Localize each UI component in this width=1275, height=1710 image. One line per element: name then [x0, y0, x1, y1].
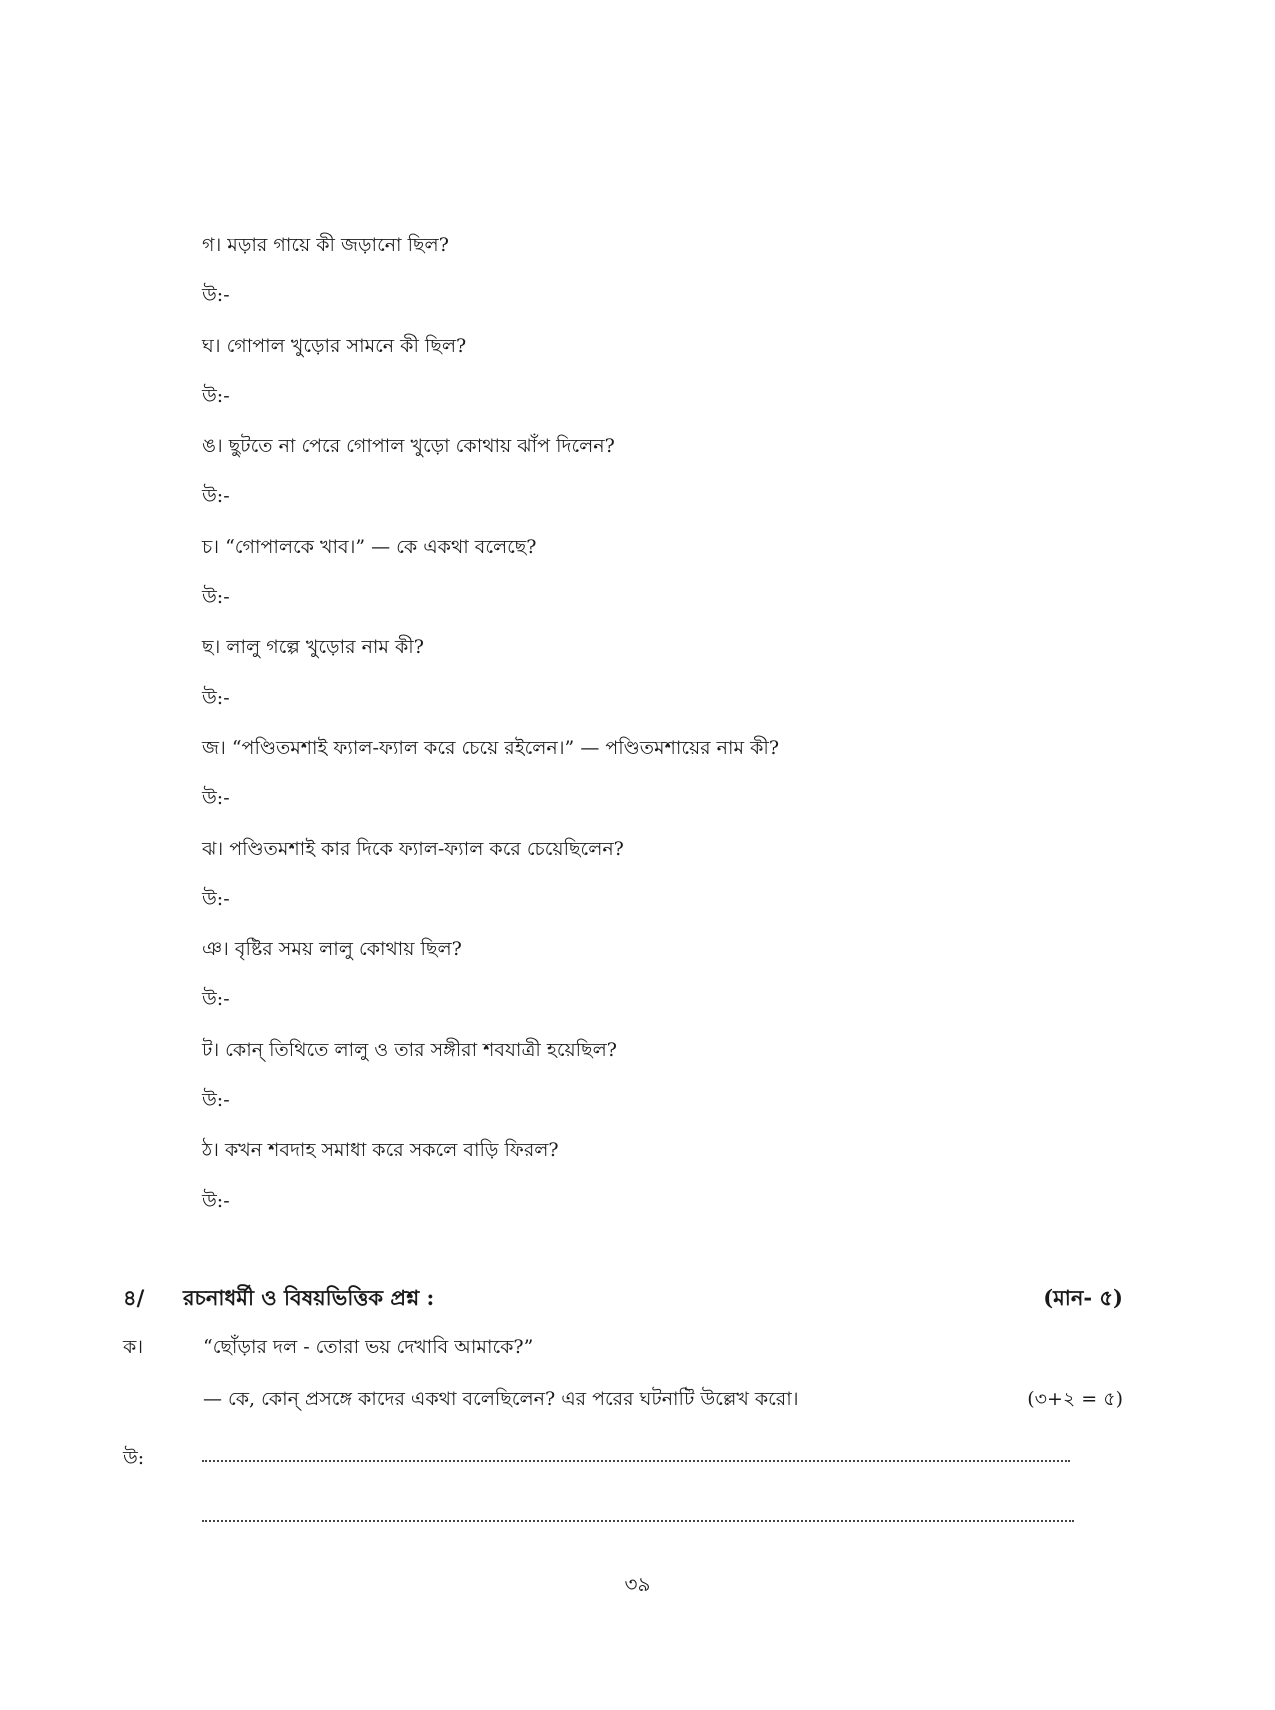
question-item: চ। “গোপালকে খাব।” — কে একথা বলেছে?	[202, 535, 537, 558]
section-title: রচনাধর্মী ও বিষয়ভিত্তিক প্রশ্ন :	[183, 1285, 435, 1310]
question-item: ঝ। পণ্ডিতমশাই কার দিকে ফ্যাল-ফ্যাল করে চেয়েছিলেন?	[202, 837, 624, 860]
question-item: ঞ। বৃষ্টির সময় লালু কোথায় ছিল?	[202, 938, 462, 961]
question-item: ঙ। ছুটতে না পেরে গোপাল খুড়ো কোথায় ঝাঁপ দিলেন?	[202, 435, 615, 458]
page-number: ৩৯	[624, 1572, 651, 1596]
question-list	[202, 230, 1102, 1236]
quoted-line: “ছোঁড়ার দল - তোরা ভয় দেখাবি আমাকে?”	[203, 1336, 534, 1358]
question-item: ট। কোন্ তিথিতে লালু ও তার সঙ্গীরা শবযাত্রী হয়েছিল?	[202, 1038, 617, 1061]
sub-question-label: ক।	[123, 1336, 144, 1358]
answer-prompt: উ:-	[202, 284, 230, 307]
answer-line[interactable]	[202, 1460, 1070, 1462]
sub-question-marks: (৩+২ = ৫)	[1027, 1388, 1123, 1410]
sub-question-prompt: — কে, কোন্ প্রসঙ্গে কাদের একথা বলেছিলেন? এর পরের ঘটনাটি উল্লেখ করো।	[203, 1388, 799, 1410]
question-item: জ। “পণ্ডিতমশাই ফ্যাল-ফ্যাল করে চেয়ে রইলেন।” — পণ্ডিতমশায়ের নাম কী?	[202, 736, 780, 759]
question-item: ঘ। গোপাল খুড়োর সামনে কী ছিল?	[202, 334, 467, 357]
answer-prompt: উ:-	[202, 988, 230, 1011]
answer-prompt: উ:-	[202, 1189, 230, 1212]
question-item: ঠ। কখন শবদাহ সমাধা করে সকলে বাড়ি ফিরল?	[202, 1139, 559, 1162]
answer-prompt: উ:-	[202, 787, 230, 810]
answer-label: উ:	[123, 1447, 145, 1469]
answer-prompt: উ:-	[202, 384, 230, 407]
answer-line[interactable]	[202, 1520, 1074, 1522]
question-item: ছ। লালু গল্পে খুড়োর নাম কী?	[202, 636, 424, 659]
section-number: ৪/	[123, 1285, 145, 1310]
answer-prompt: উ:-	[202, 485, 230, 508]
answer-prompt: উ:-	[202, 887, 230, 910]
answer-prompt: উ:-	[202, 1089, 230, 1112]
section-marks: (মান- ৫)	[1043, 1285, 1123, 1310]
answer-prompt: উ:-	[202, 586, 230, 609]
question-item: গ। মড়ার গায়ে কী জড়ানো ছিল?	[202, 234, 449, 256]
section-heading	[123, 1281, 1123, 1315]
answer-prompt: উ:-	[202, 686, 230, 709]
